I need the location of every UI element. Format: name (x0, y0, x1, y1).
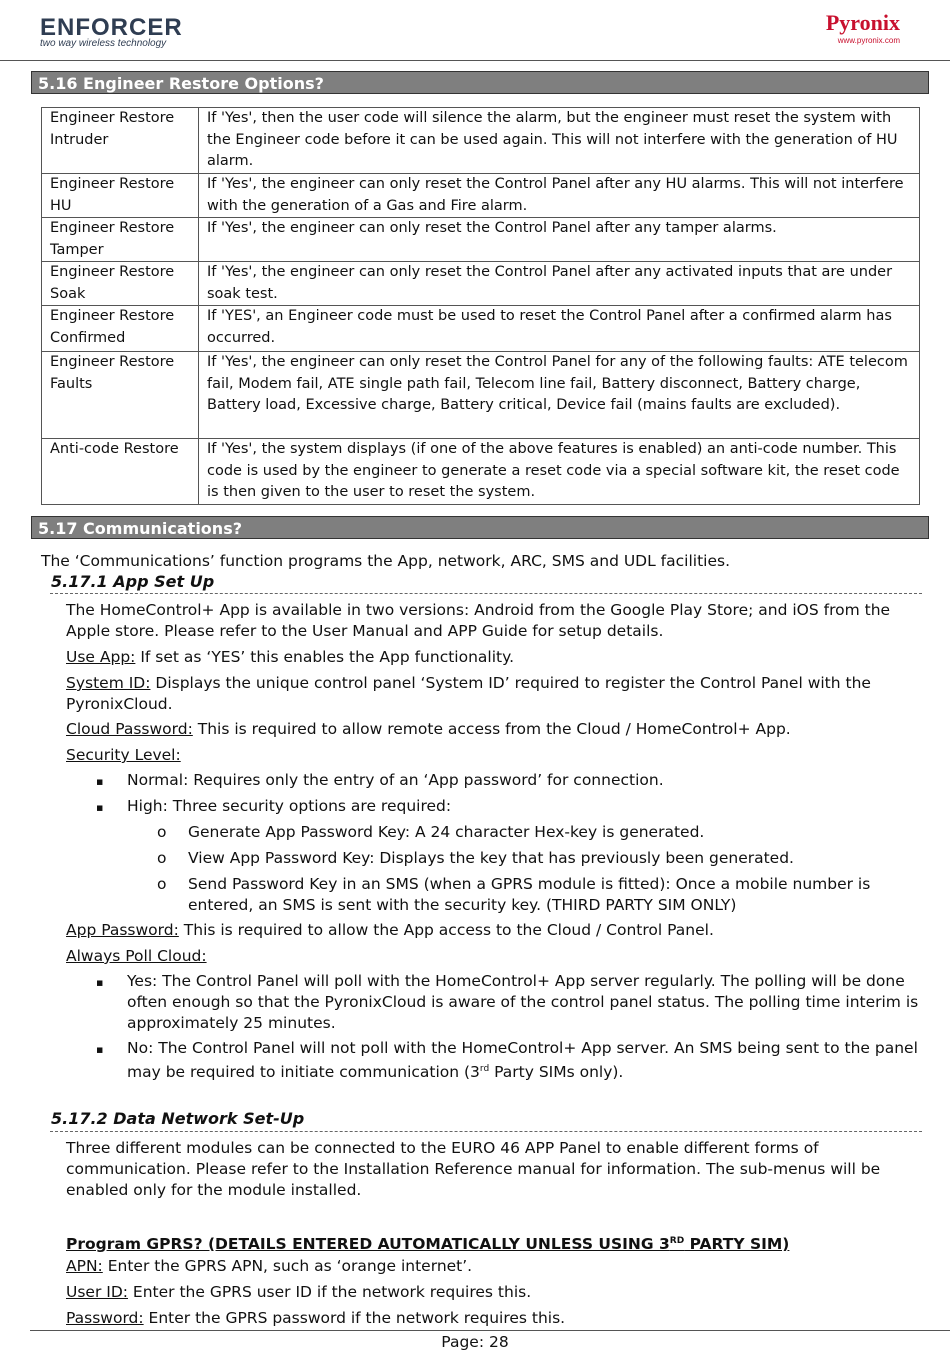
app-setup-heading: 5.17.1 App Set Up (51, 572, 215, 591)
table-row (42, 352, 920, 439)
cloud-password-label: Cloud Password: (66, 720, 193, 738)
option-description: If 'Yes', the engineer can only reset the Control Panel after any HU alarms. This will not interfere with the generation of a Gas and Fire alarm. (199, 174, 920, 218)
table-row (42, 218, 920, 262)
security-high: High: Three security options are required: (127, 797, 452, 815)
option-label: Engineer Restore Confirmed (42, 306, 199, 352)
system-id-label: System ID: (66, 674, 151, 692)
footer-divider (30, 1330, 950, 1331)
app-setup-intro: The HomeControl+ App is available in two versions: Android from the Google Play Store; and iOS from the Apple store. Please refer to the User Manual and APP Guide for setup details. (66, 601, 891, 640)
option-description: If 'Yes', the system displays (if one of the above features is enabled) an anti-code number. This code is used by the engineer to generate a reset code via a special software kit, the reset code is then given to the user to reset the system. (199, 439, 920, 505)
option-label: Engineer Restore Intruder (42, 108, 199, 174)
high-option-2: View App Password Key: Displays the key that has previously been generated. (188, 849, 794, 867)
always-poll-line (66, 946, 207, 967)
apn-label: APN: (66, 1257, 103, 1275)
table-row (42, 262, 920, 306)
bullet-square-icon: ▪ (96, 775, 104, 788)
use-app-label: Use App: (66, 648, 136, 666)
option-description: If 'YES', an Engineer code must be used to reset the Control Panel after a confirmed alarm has occurred. (199, 306, 920, 352)
option-label: Engineer Restore HU (42, 174, 199, 218)
poll-yes: Yes: The Control Panel will poll with the HomeControl+ App server regularly. The polling will be done often enough so that the PyronixCloud is aware of the control panel status. The polling time interim is approximately 25 minutes. (127, 972, 919, 1032)
data-network-divider (50, 1131, 922, 1132)
password-label: Password: (66, 1309, 144, 1327)
app-setup-divider (50, 593, 922, 594)
pyronix-logo (800, 10, 900, 45)
app-password-line (66, 920, 926, 941)
enforcer-logo-text: ENFORCER (40, 14, 183, 41)
bullet-circle-icon: o (157, 823, 167, 841)
high-option-3: Send Password Key in an SMS (when a GPRS module is fitted): Once a mobile number is entered, an SMS is sent with the security key. (THIRD PARTY SIM ONLY) (188, 875, 871, 914)
security-level-label: Security Level: (66, 746, 181, 764)
communications-intro: The ‘Communications’ function programs the App, network, ARC, SMS and UDL facilities. (41, 552, 730, 570)
user-id-line (66, 1282, 926, 1303)
security-normal: Normal: Requires only the entry of an ‘App password’ for connection. (127, 771, 664, 789)
system-id-line (66, 673, 926, 715)
table-row (42, 439, 920, 505)
cloud-password-text: This is required to allow remote access from the Cloud / HomeControl+ App. (192, 720, 791, 738)
poll-no-text: No: The Control Panel will not poll with the HomeControl+ App server. An SMS being sent to the panel may be required to initiate communication (3 (127, 1039, 918, 1082)
bullet-square-icon: ▪ (96, 976, 104, 989)
poll-no-superscript: rd (479, 1064, 490, 1074)
program-gprs-text: Program GPRS? (DETAILS ENTERED AUTOMATICALLY UNLESS USING 3 (66, 1235, 670, 1254)
high-option-1: Generate App Password Key: A 24 character Hex-key is generated. (188, 823, 705, 841)
option-label: Engineer Restore Tamper (42, 218, 199, 262)
option-label: Engineer Restore Faults (42, 352, 199, 439)
program-gprs-superscript: RD (669, 1236, 685, 1246)
data-network-heading: 5.17.2 Data Network Set-Up (51, 1109, 305, 1128)
password-line (66, 1308, 926, 1329)
password-text: Enter the GPRS password if the network requires this. (143, 1309, 566, 1327)
user-id-label: User ID: (66, 1283, 128, 1301)
apn-line (66, 1256, 926, 1277)
security-level-line (66, 745, 181, 766)
section-title-engineer-restore: 5.16 Engineer Restore Options? (31, 71, 929, 94)
table-row (42, 306, 920, 352)
user-id-text: Enter the GPRS user ID if the network requires this. (128, 1283, 532, 1301)
bullet-square-icon: ▪ (96, 1043, 104, 1056)
enforcer-logo (40, 14, 183, 49)
option-description: If 'Yes', then the user code will silence the alarm, but the engineer must reset the system with the Engineer code before it can be used again. This will not interfere with the generation of HU alarm. (199, 108, 920, 174)
use-app-text: If set as ‘YES’ this enables the App functionality. (135, 648, 514, 666)
pyronix-logo-url: www.pyronix.com (837, 36, 900, 45)
option-label: Engineer Restore Soak (42, 262, 199, 306)
data-network-intro: Three different modules can be connected to the EURO 46 APP Panel to enable different forms of communication. Please refer to the Installation Reference manual for information. The sub-menus will be enabled only for the module installed. (66, 1139, 881, 1199)
apn-text: Enter the GPRS APN, such as ‘orange internet’. (102, 1257, 473, 1275)
option-description: If 'Yes', the engineer can only reset the Control Panel after any tamper alarms. (199, 218, 920, 262)
section-title-communications: 5.17 Communications? (31, 516, 929, 539)
enforcer-logo-tagline: two way wireless technology (40, 38, 167, 49)
use-app-line (66, 647, 926, 668)
always-poll-label: Always Poll Cloud: (66, 947, 207, 965)
bullet-circle-icon: o (157, 849, 167, 867)
engineer-restore-table (41, 107, 920, 505)
bullet-circle-icon: o (157, 875, 167, 893)
table-row (42, 108, 920, 174)
option-description: If 'Yes', the engineer can only reset the Control Panel after any activated inputs that are under soak test. (199, 262, 920, 306)
poll-no-text-end: Party SIMs only). (489, 1063, 624, 1082)
cloud-password-line (66, 719, 926, 740)
app-password-label: App Password: (66, 921, 179, 939)
program-gprs-heading (66, 1231, 926, 1255)
option-description: If 'Yes', the engineer can only reset the Control Panel for any of the following faults: ATE telecom fail, Modem fail, ATE single path fail, Telecom line fail, Battery disconnect, Battery charge, Battery load, Excessive charge, Battery critical, Device fail (mains faults are excluded). (199, 352, 920, 439)
program-gprs-text-end: PARTY SIM) (684, 1235, 790, 1254)
table-row (42, 174, 920, 218)
header-divider (0, 60, 950, 61)
pyronix-logo-text: Pyronix (825, 10, 900, 35)
poll-no (127, 1038, 922, 1083)
option-label: Anti-code Restore (42, 439, 199, 505)
app-password-text: This is required to allow the App access to the Cloud / Control Panel. (178, 921, 714, 939)
bullet-square-icon: ▪ (96, 801, 104, 814)
page-number: Page: 28 (441, 1333, 509, 1351)
system-id-text: Displays the unique control panel ‘System ID’ required to register the Control Panel with the PyronixCloud. (66, 674, 871, 713)
